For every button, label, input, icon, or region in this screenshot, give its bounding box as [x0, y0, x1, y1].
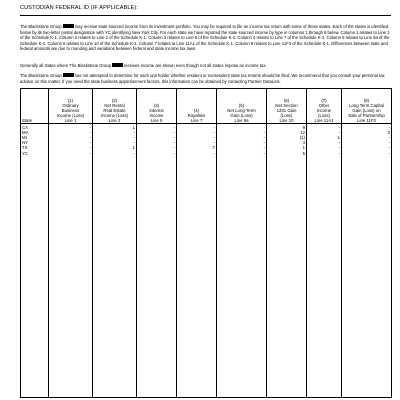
- column-header-8: (8) Long Term Capital Gain (Loss) on Sale of Partnership Line 11F3: [342, 89, 392, 124]
- column-5-values: - - - - - -: [217, 124, 267, 398]
- column-7-values: - - 1 - - -: [307, 124, 342, 398]
- column-6-values: 9 12 (1) 4 1 5: [267, 124, 307, 398]
- column-header-1: (1) Ordinary Business Income (Loss) Line 1: [49, 89, 93, 124]
- advisor-paragraph: [20, 73, 391, 84]
- states-shown-text-b: receives income are shown even though not all states impose an income tax.: [123, 63, 267, 68]
- states-shown-paragraph: [20, 63, 391, 69]
- column-8-values: - 3 - - - -: [342, 124, 392, 398]
- column-header-4: (4) Royalties Line 7: [177, 89, 217, 124]
- company-name: The Blackstone Group: [20, 24, 62, 29]
- column-header-3: (3) Interest Income Line 5: [137, 89, 177, 124]
- company-name: The Blackstone Group: [20, 73, 62, 78]
- column-2-values: 1 - - - 1 -: [93, 124, 137, 398]
- redaction-box: [112, 63, 123, 67]
- table-header-row: [21, 89, 392, 124]
- redaction-box: [63, 73, 74, 77]
- custodian-federal-id-label: CUSTODIAN FEDERAL ID (IF APPLICABLE):: [20, 5, 139, 11]
- table-row: [21, 124, 392, 398]
- states-shown-text-a: Generally all states where The Blackstone Group: [20, 63, 111, 68]
- column-1-values: - - - - - -: [49, 124, 93, 398]
- column-3-values: - - - - - -: [137, 124, 177, 398]
- column-header-7: (7) Other Income (Loss) Line 11A1: [307, 89, 342, 124]
- column-header-6: (6) Net Section 1231 Gain (Loss) Line 10: [267, 89, 307, 124]
- intro-text: may receive state sourced income from its investment portfolio. You may be required to file an income tax return with some of those states. Each of the states is identified below by its two-letter postal designation with YC identifying New York City. For each state we have reported the state sourced income by type in columns 1 through 8 below. Column 1 relates to Line 1 of the Schedule K-1. Column 2 relates to Line 2 of the Schedule K-1. Column 3 relates to Line 5 of the Schedule K-1. Column 4 relates to Line 7 of the Schedule K-1. Column 5 relates to Line 9a of the Schedule K-1. Column 6 relates to Line 10 of the Schedule K-1. Column 7 relates to Line 11A1 of the Schedule K-1. Column 8 relates to Line 11F3 of the Schedule K-1. Differences between state and federal amounts are due to rounding and variations between federal and state income tax laws.: [20, 24, 390, 52]
- state-codes-cell: CA MA MI NY TX YC: [21, 124, 49, 398]
- advisor-text: has not attempted to determine for each unit holder whether resident or nonresident state tax returns should be filed. We recommend that you consult your personal tax advisor on this matter. If you need the state business apportionment factors, this information can be obtained by contacting Partner DataLink.: [20, 73, 385, 84]
- intro-paragraph: [20, 24, 391, 52]
- redaction-box: [63, 24, 74, 28]
- state-column-header: State: [21, 89, 49, 124]
- column-4-values: - - - - 7 -: [177, 124, 217, 398]
- header-rule: [20, 15, 391, 16]
- state-income-table: [20, 88, 392, 398]
- column-header-5: (5) Net Long-Term Gain (Loss) Line 9a: [217, 89, 267, 124]
- column-header-2: (2) Net Rental Real Estate Income (Loss) Line 2: [93, 89, 137, 124]
